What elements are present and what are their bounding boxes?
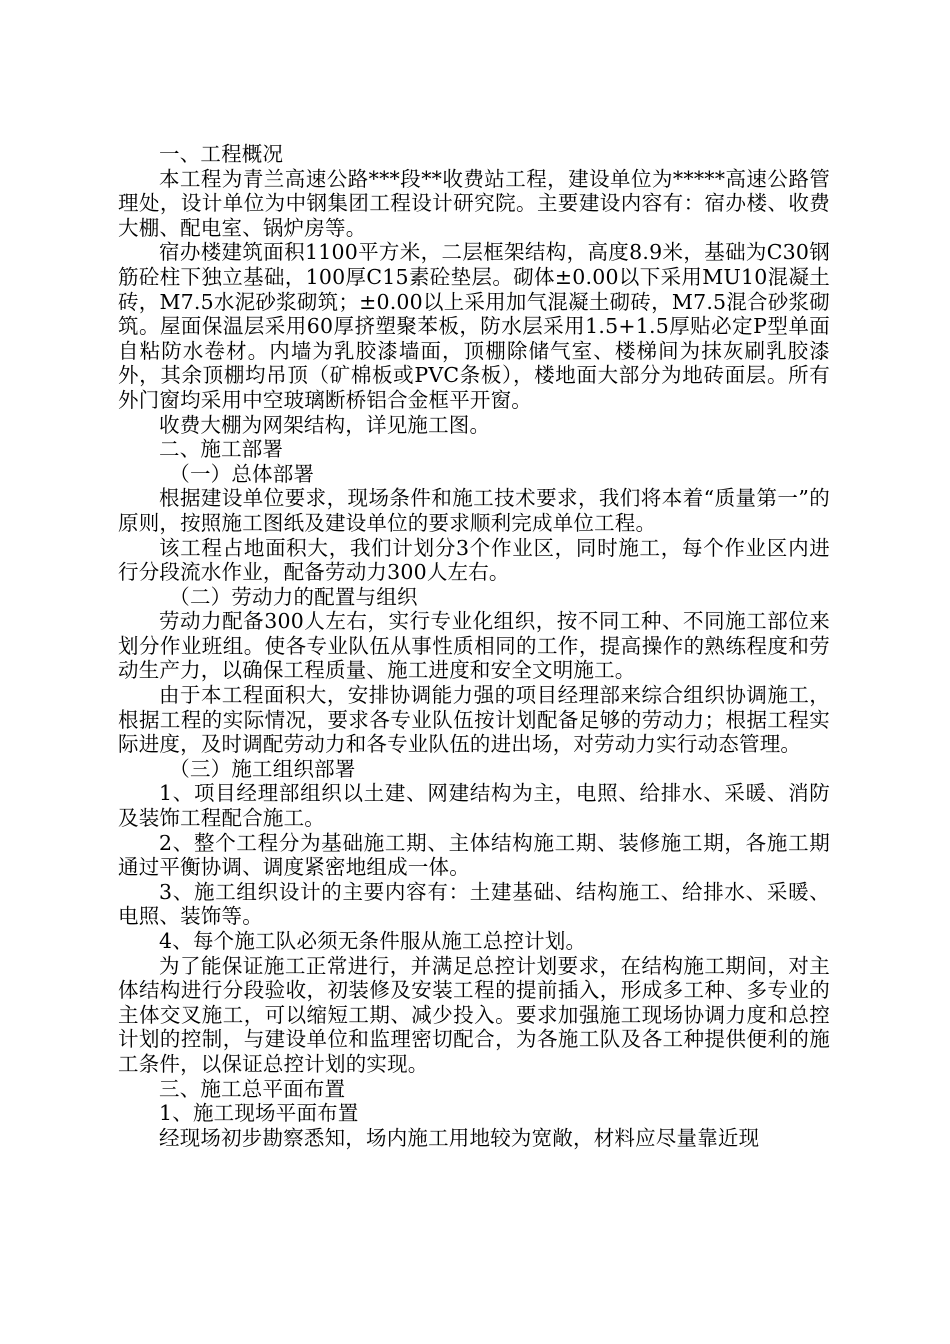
list-item-3: 3、施工组织设计的主要内容有：土建基础、结构施工、给排水、采暖、电照、装饰等。 bbox=[118, 879, 830, 929]
paragraph-labor-allocation: 劳动力配备300人左右，实行专业化组织，按不同工种、不同施工部位来划分作业班组。使各专业队伍从事性质相同的工作，提高操作的熟练程度和劳动生产力，以确保工程质量、施工进度和安全文明施工。 bbox=[118, 609, 830, 683]
document-body bbox=[118, 142, 830, 1150]
section-heading-3: 三、施工总平面布置 bbox=[159, 1076, 346, 1101]
list-item-2: 2、整个工程分为基础施工期、主体结构施工期、装修施工期，各施工期通过平衡协调、调度紧密地组成一体。 bbox=[118, 830, 830, 880]
paragraph-schedule-control: 为了能保证施工正常进行，并满足总控计划要求，在结构施工期间，对主体结构进行分段验收，初装修及安装工程的提前插入，形成多工种、多专业的主体交叉施工，可以缩短工期、减少投入。要求加强施工现场协调力度和总控计划的控制，与建设单位和监理密切配合，为各施工队及各工种提供便利的施工条件，以保证总控计划的实现。 bbox=[118, 953, 830, 1076]
paragraph-toll-canopy: 收费大棚为网架结构，详见施工图。 bbox=[159, 412, 491, 437]
paragraph-project-intro: 本工程为青兰高速公路***段**收费站工程，建设单位为*****高速公路管理处，设计单位为中钢集团工程设计研究院。主要建设内容有：宿办楼、收费大棚、配电室、锅炉房等。 bbox=[118, 166, 830, 240]
paragraph-dormitory-building: 宿办楼建筑面积1100平方米，二层框架结构，高度8.9米，基础为C30钢筋砼柱下独立基础，100厚C15素砼垫层。砌体±0.00以下采用MU10混凝土砖，M7.5水泥砂浆砌筑；±0.00以上采用加气混凝土砌砖，M7.5混合砂浆砌筑。屋面保温层采用60厚挤塑聚苯板，防水层采用1.5+1.5厚贴必定P型单面自粘防水卷材。内墙为乳胶漆墙面，顶棚除储气室、楼梯间为抹灰刷乳胶漆外，其余顶棚均吊顶（矿棉板或PVC条板），楼地面大部分为地砖面层。所有外门窗均采用中空玻璃断桥铝合金框平开窗。 bbox=[118, 240, 830, 412]
paragraph-work-zones: 该工程占地面积大，我们计划分3个作业区，同时施工，每个作业区内进行分段流水作业，配备劳动力300人左右。 bbox=[118, 535, 830, 585]
list-item-4: 4、每个施工队必须无条件服从施工总控计划。 bbox=[159, 929, 587, 953]
section-heading-2: 二、施工部署 bbox=[159, 437, 284, 462]
subsection-heading-labor: （二）劳动力的配置与组织 bbox=[169, 584, 418, 609]
paragraph-overall-plan: 根据建设单位要求，现场条件和施工技术要求，我们将本着“质量第一”的原则，按照施工图纸及建设单位的要求顺利完成单位工程。 bbox=[118, 486, 830, 535]
paragraph-labor-management: 由于本工程面积大，安排协调能力强的项目经理部来综合组织协调施工，根据工程的实际情况，要求各专业队伍按计划配备足够的劳动力；根据工程实际进度，及时调配劳动力和各专业队伍的进出场，对劳动力实行动态管理。 bbox=[118, 683, 830, 757]
paragraph-site-survey: 经现场初步勘察悉知，场内施工用地较为宽敞，材料应尽量靠近现 bbox=[159, 1125, 760, 1150]
list-item-1: 1、项目经理部组织以土建、网建结构为主，电照、给排水、采暖、消防及装饰工程配合施工。 bbox=[118, 781, 830, 831]
subsection-heading-overall: （一）总体部署 bbox=[169, 461, 315, 486]
subsection-heading-site-layout: 1、施工现场平面布置 bbox=[159, 1101, 359, 1126]
subsection-heading-organization: （三）施工组织部署 bbox=[169, 756, 356, 781]
section-heading-1: 一、工程概况 bbox=[159, 142, 284, 166]
